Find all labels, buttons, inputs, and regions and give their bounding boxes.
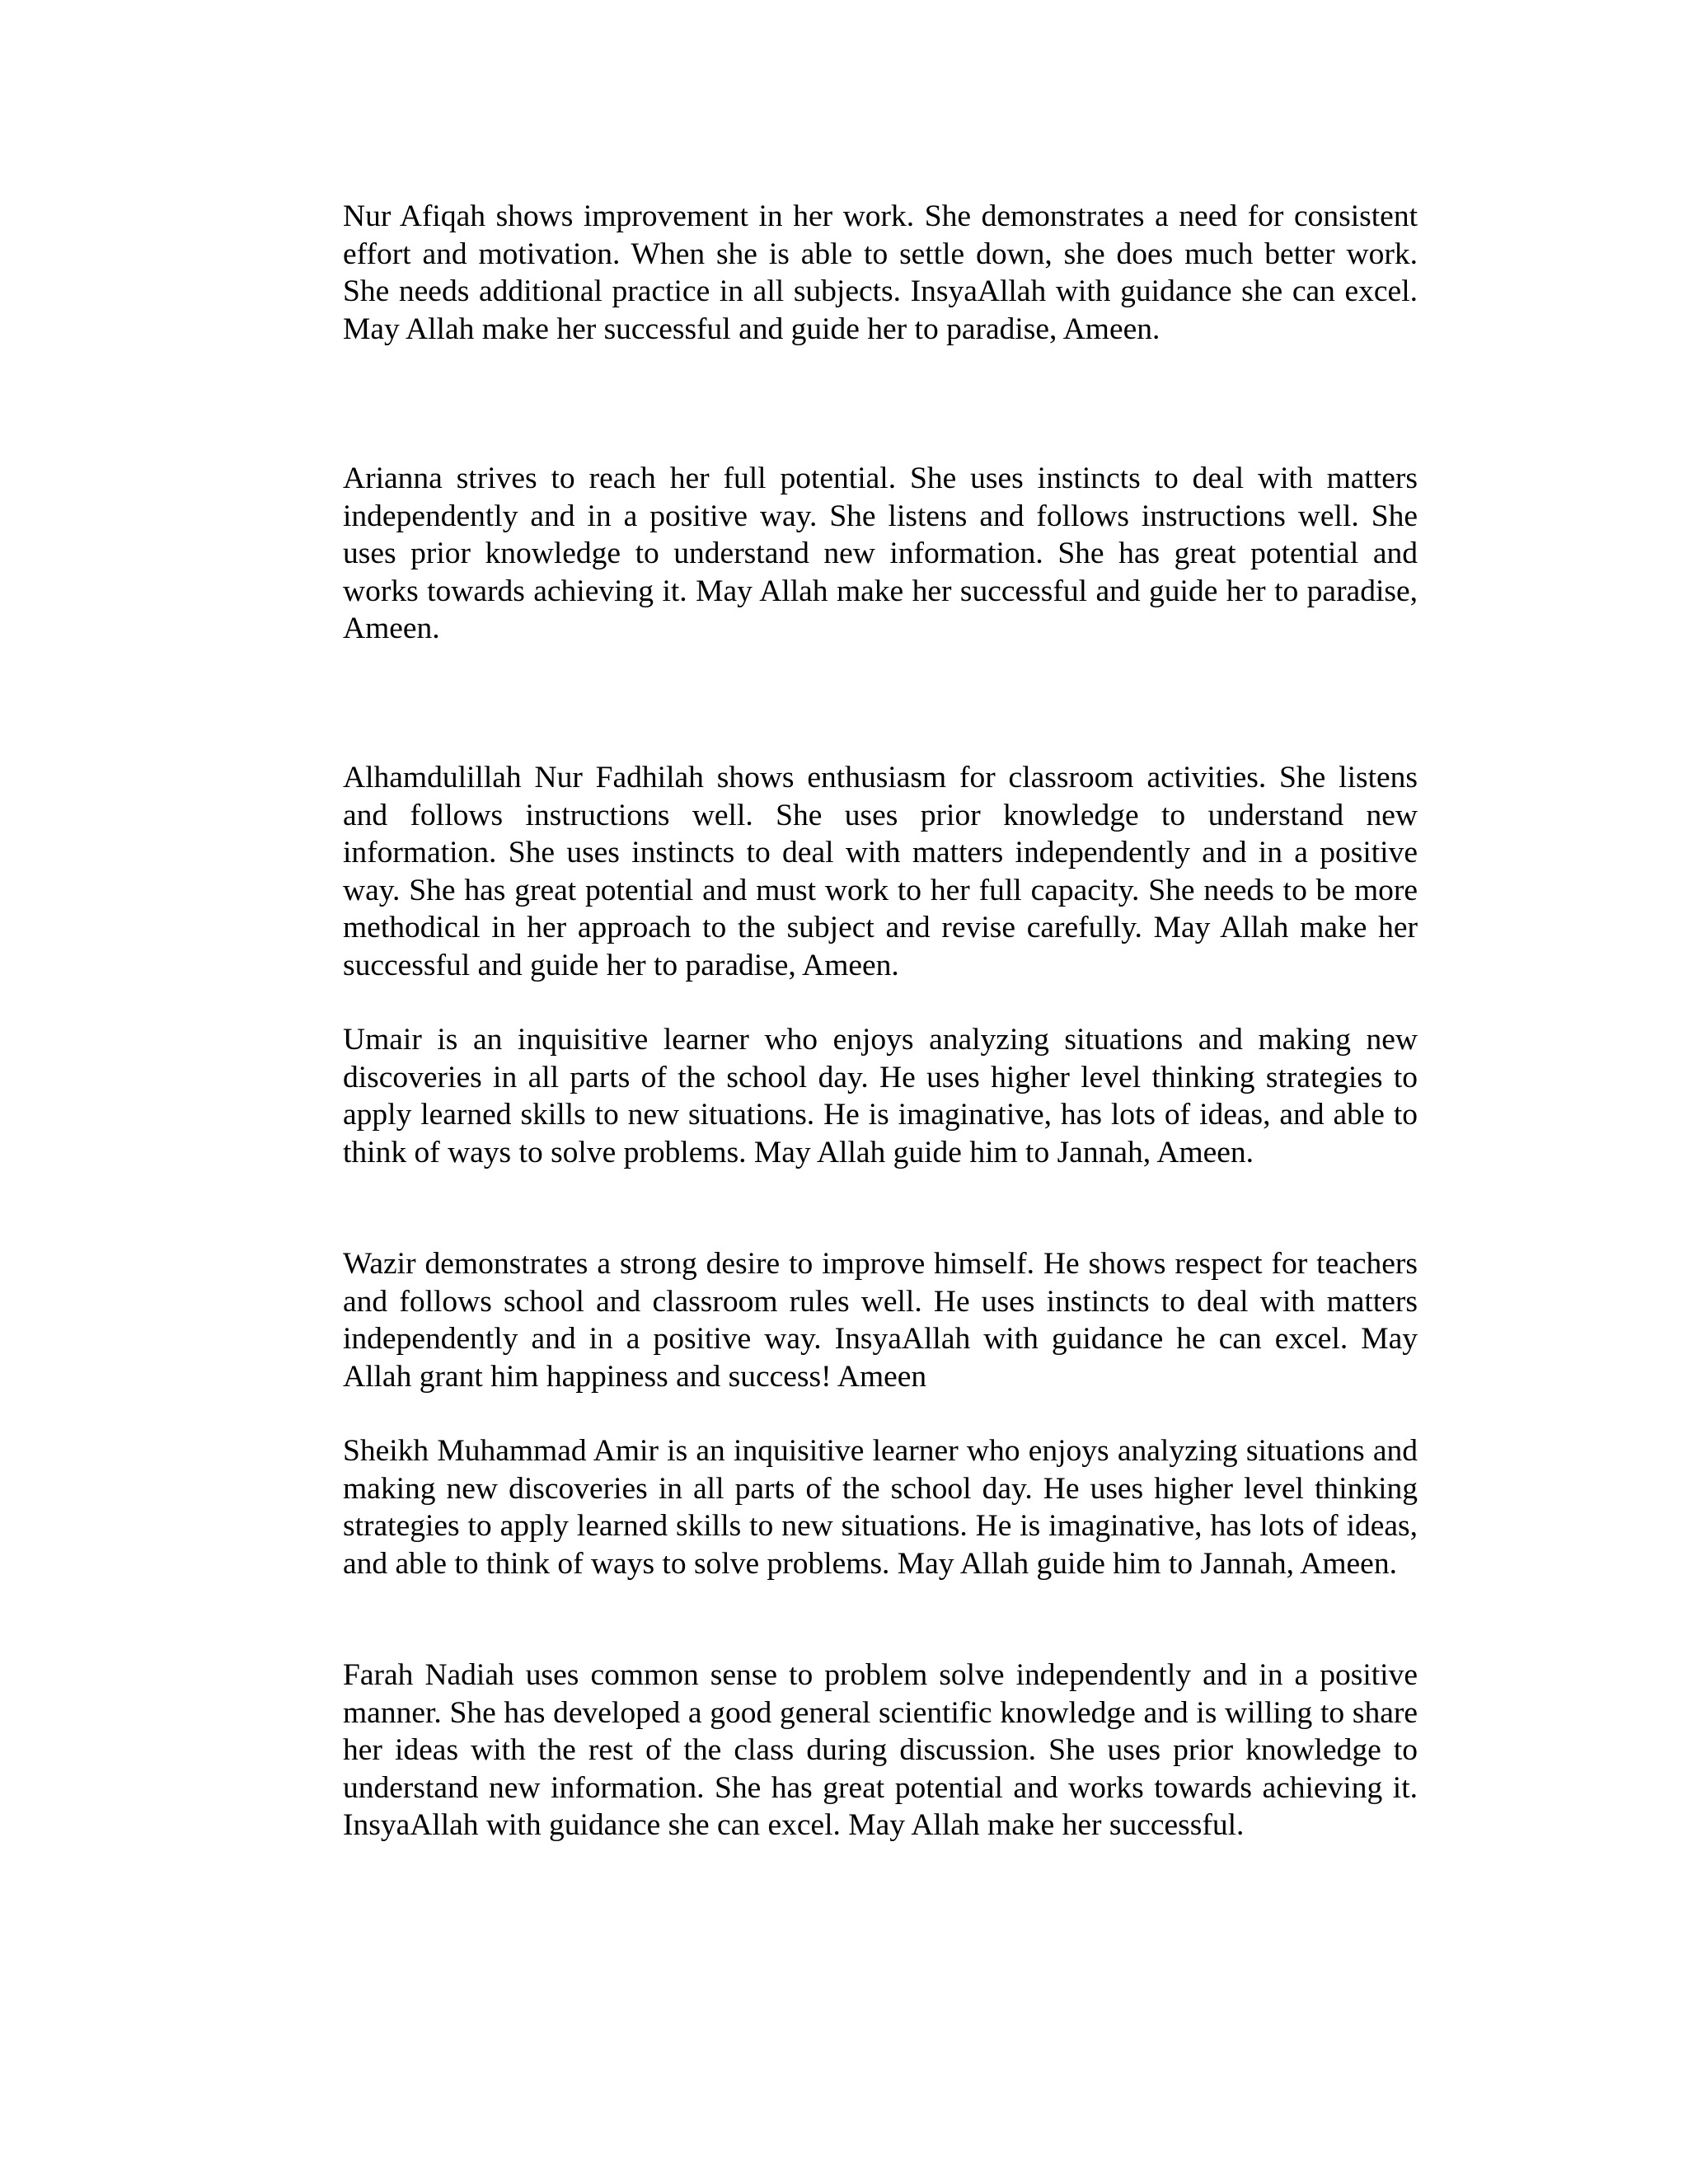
- comment-paragraph-umair: Umair is an inquisitive learner who enjoys analyzing situations and making new discoveries in all parts of the school day. He uses higher level thinking strategies to apply learned skills to new situations. He is imaginative, has lots of ideas, and able to think of ways to solve problems. May Allah guide him to Jannah, Ameen.: [343, 1023, 1418, 1169]
- comment-paragraph-nur-fadhilah: Alhamdulillah Nur Fadhilah shows enthusiasm for classroom activities. She listens and follows instructions well. She uses prior knowledge to understand new information. She uses instincts to deal with matters independently and in a positive way. She has great potential and must work to her full capacity. She needs to be more methodical in her approach to the subject and revise carefully. May Allah make her successful and guide her to paradise, Ameen.: [343, 761, 1418, 982]
- comment-paragraph-farah-nadiah: Farah Nadiah uses common sense to problem solve independently and in a positive manner. She has developed a good general scientific knowledge and is willing to share her ideas with the rest of the class during discussion. She uses prior knowledge to understand new information. She has great potential and works towards achieving it. InsyaAllah with guidance she can excel. May Allah make her successful.: [343, 1658, 1418, 1842]
- comment-paragraph-arianna: Arianna strives to reach her full potential. She uses instincts to deal with matters independently and in a positive way. She listens and follows instructions well. She uses prior knowledge to understand new information. She has great potential and works towards achieving it. May Allah make her successful and guide her to paradise, Ameen.: [343, 462, 1418, 645]
- comment-paragraph-nur-afiqah: Nur Afiqah shows improvement in her work. She demonstrates a need for consistent effort and motivation. When she is able to settle down, she does much better work. She needs additional practice in all subjects. InsyaAllah with guidance she can excel. May Allah make her successful and guide her to paradise, Ameen.: [343, 199, 1418, 346]
- comment-paragraph-sheikh-muhammad-amir: Sheikh Muhammad Amir is an inquisitive learner who enjoys analyzing situations and making new discoveries in all parts of the school day. He uses higher level thinking strategies to apply learned skills to new situations. He is imaginative, has lots of ideas, and able to think of ways to solve problems. May Allah guide him to Jannah, Ameen.: [343, 1434, 1418, 1581]
- comment-paragraph-wazir: Wazir demonstrates a strong desire to improve himself. He shows respect for teachers and follows school and classroom rules well. He uses instincts to deal with matters independently and in a positive way. InsyaAllah with guidance he can excel. May Allah grant him happiness and success! Ameen: [343, 1247, 1418, 1394]
